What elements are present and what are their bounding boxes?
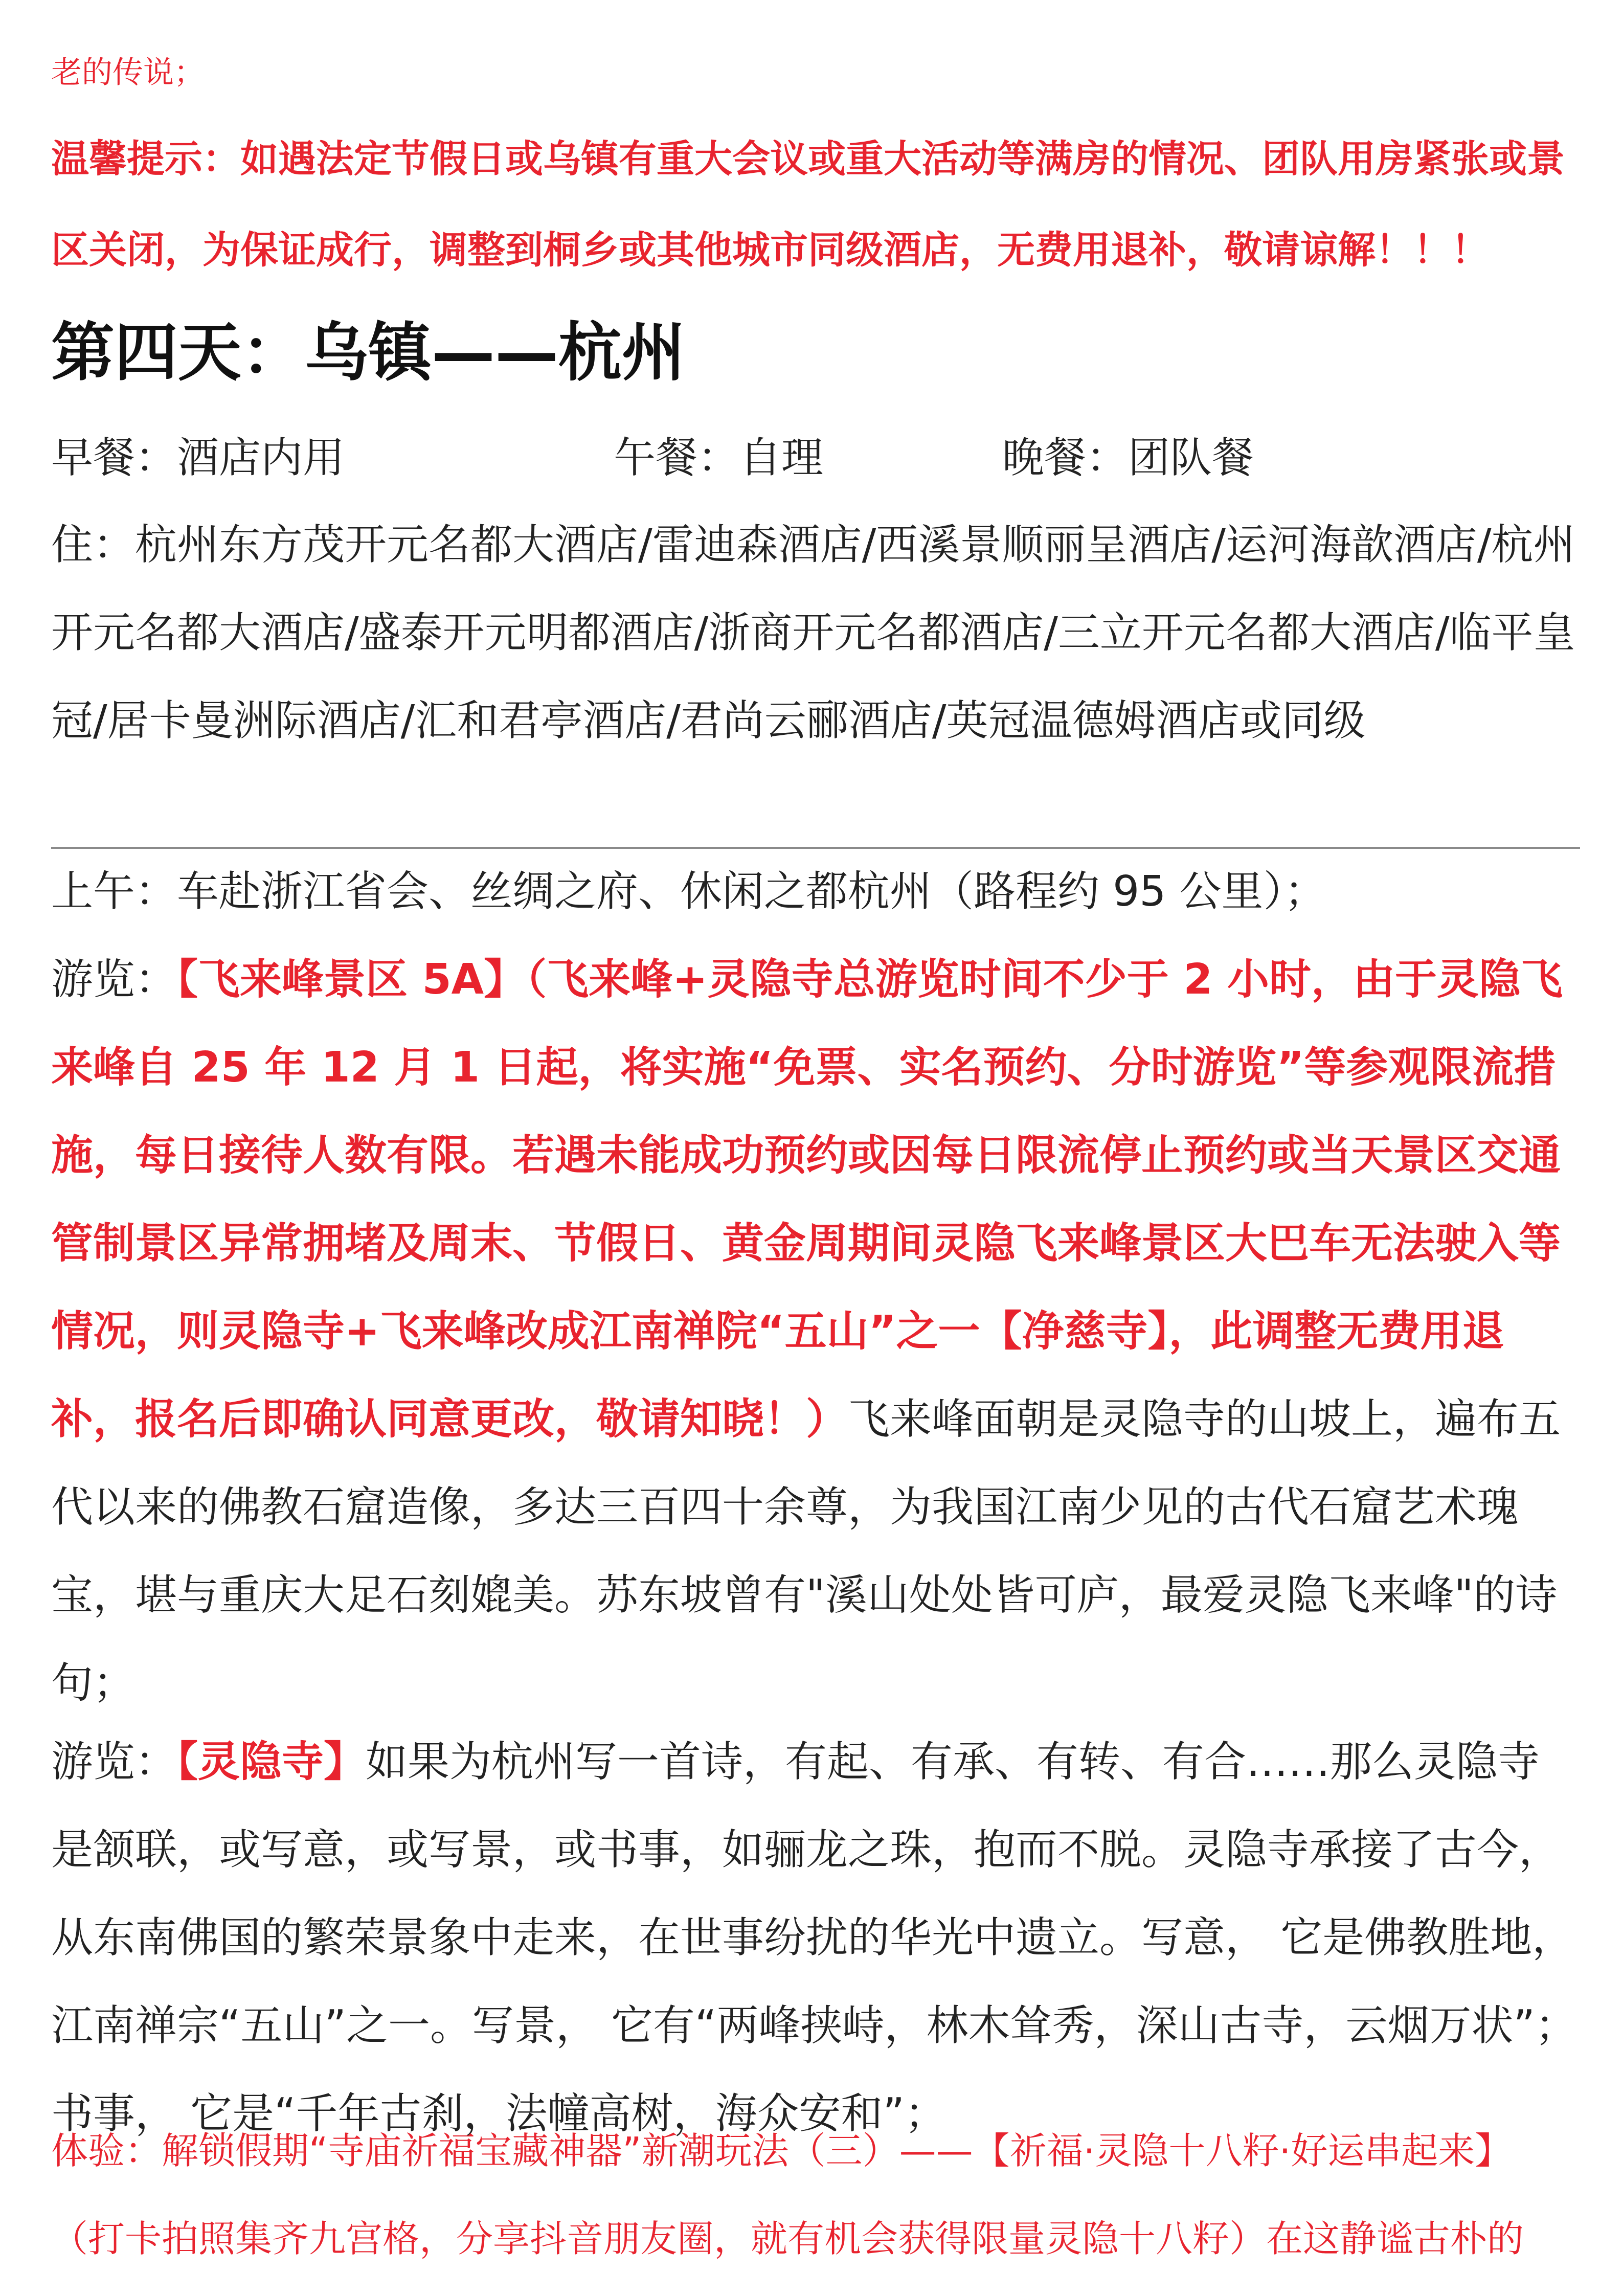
lingyin-section xyxy=(51,1718,1580,2158)
meals-row xyxy=(51,433,1580,484)
feilai-prefix: 游览： xyxy=(51,955,177,1004)
feilai-desc: 飞来峰面朝是灵隐寺的山坡上，遍布五代以来的佛教石窟造像，多达三百四十余尊，为我国江南少见的古代石窟艺术瑰宝，堪与重庆大足石刻媲美。苏东坡曾有"溪山处处皆可庐，最爱灵隐飞来峰"的诗句； xyxy=(51,1395,1561,1707)
experience-line-1: 体验：解锁假期“寺庙祈福宝藏神器”新潮玩法（三）——【祈福·灵隐十八籽·好运串起来】 xyxy=(51,2129,1512,2172)
lingyin-highlight: 【灵隐寺】 xyxy=(177,1738,366,1786)
notice: 温馨提示：如遇法定节假日或乌镇有重大会议或重大活动等满房的情况、团队用房紧张或景区关闭，为保证成行，调整到桐乡或其他城市同级酒店，无费用退补，敬请谅解！！！ xyxy=(51,137,1565,272)
day-title: 第四天：乌镇——杭州 xyxy=(51,316,686,390)
intro-tail: 老的传说； xyxy=(51,55,205,91)
meal-breakfast: 早餐：酒店内用 xyxy=(51,434,345,482)
meal-dinner: 晚餐：团队餐 xyxy=(1002,434,1254,482)
hotels: 住：杭州东方茂开元名都大酒店/雷迪森酒店/西溪景顺丽呈酒店/运河海歆酒店/杭州开元名都大酒店/盛泰开元明都酒店/浙商开元名都酒店/三立开元名都大酒店/临平皇冠/居卡曼洲际酒店/汇和君亭酒店/君尚云郦酒店/英冠温德姆酒店或同级 xyxy=(51,521,1575,745)
morning-route: 上午：车赴浙江省会、丝绸之府、休闲之都杭州（路程约 95 公里）； xyxy=(51,867,1326,916)
meal-lunch: 午餐：自理 xyxy=(614,434,824,482)
lingyin-prefix: 游览： xyxy=(51,1738,177,1786)
feilai-highlight: 【飞来峰景区 5A】（飞来峰+灵隐寺总游览时间不少于 2 小时，由于灵隐飞来峰自 25 年 12 月 1 日起，将实施“免票、实名预约、分时游览”等参观限流措施，每日接待人数有限。若遇未能成功预约或因每日限流停止预约或当天景区交通管制景区异常拥堵及周末、节假日、黄金周期间灵隐飞来峰景区大巴车无法驶入等情况，则灵隐寺+飞来峰改成江南禅院“五山”之一【净慈寺】，此调整无费用退补，报名后即确认同意更改，敬请知晓！） xyxy=(51,955,1563,1444)
experience-line-2: （打卡拍照集齐九宫格，分享抖音朋友圈，就有机会获得限量灵隐十八籽）在这静谧古朴的 xyxy=(51,2217,1524,2260)
lingyin-desc: 如果为杭州写一首诗，有起、有承、有转、有合……那么灵隐寺是颔联，或写意，或写景，或书事，如骊龙之珠，抱而不脱。灵隐寺承接了古今，从东南佛国的繁荣景象中走来，在世事纷扰的华光中遗立。写意， 它是佛教胜地，江南禅宗“五山”之一。写景， 它有“两峰挟峙，林木耸秀，深山古寺，云烟万状”； 书事， 它是“千年古刹，法幢高树，海众安和”； xyxy=(51,1738,1577,2138)
feilai-section xyxy=(51,936,1580,1727)
